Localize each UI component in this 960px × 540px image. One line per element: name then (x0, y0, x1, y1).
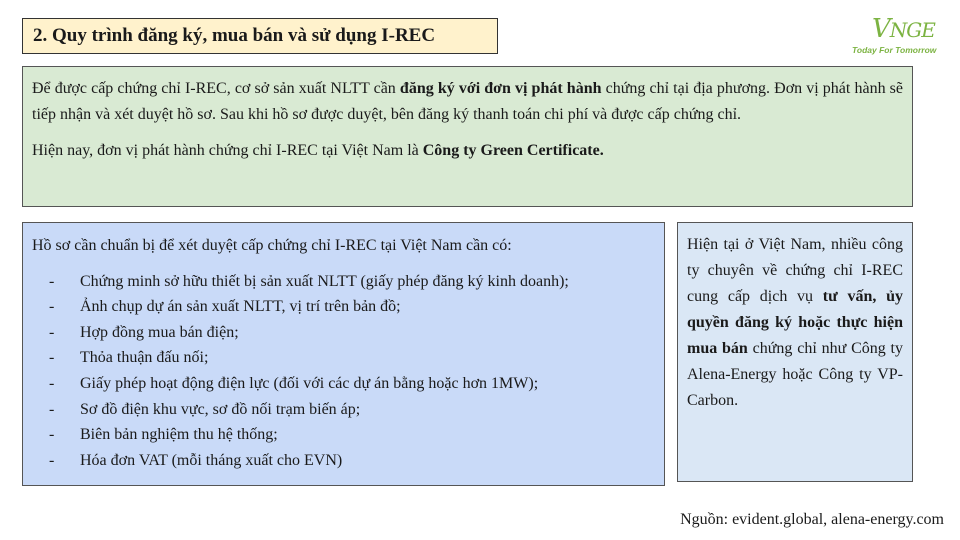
intro-paragraph-1 (32, 76, 903, 128)
list-item (32, 448, 655, 474)
intro-paragraph-2 (32, 138, 903, 164)
bullet-dash: - (49, 451, 55, 469)
page-title (22, 18, 498, 54)
list-item-text: Hợp đồng mua bán điện; (80, 323, 239, 341)
bullet-dash: - (49, 426, 55, 444)
logo-mark-rest: NGE (889, 18, 935, 42)
bullet-dash: - (49, 349, 55, 367)
requirements-panel (22, 222, 665, 486)
list-item-text: Chứng minh sở hữu thiết bị sản xuất NLTT (giấy phép đăng ký kinh doanh); (80, 272, 569, 290)
list-item-text: Sơ đồ điện khu vực, sơ đồ nối trạm biến áp; (80, 400, 361, 418)
bullet-dash: - (49, 400, 55, 418)
list-item-text: Thỏa thuận đấu nối; (80, 349, 209, 367)
list-item (32, 320, 655, 346)
bullet-dash: - (49, 272, 55, 290)
list-item (32, 371, 655, 397)
bullet-dash: - (49, 374, 55, 392)
list-item-text: Ảnh chụp dự án sản xuất NLTT, vị trí trên bản đồ; (80, 298, 401, 316)
intro-p2-bold: Công ty Green Certificate. (422, 142, 604, 159)
bullet-dash: - (49, 323, 55, 341)
side-note-panel (677, 222, 913, 482)
list-item (32, 294, 655, 320)
logo-tagline: Today For Tomorrow (852, 45, 937, 55)
list-item (32, 397, 655, 423)
bullet-dash: - (49, 298, 55, 316)
page-title-text: 2. Quy trình đăng ký, mua bán và sử dụng I-REC (33, 25, 436, 46)
intro-p2-text: Hiện nay, đơn vị phát hành chứng chỉ I-REC tại Việt Nam là (32, 142, 423, 159)
logo-mark-initial: V (872, 14, 890, 44)
intro-p1-bold: đăng ký với đơn vị phát hành (399, 80, 602, 97)
list-item (32, 345, 655, 371)
list-item-text: Giấy phép hoạt động điện lực (đối với các dự án bằng hoặc hơn 1MW); (80, 374, 539, 392)
list-item-text: Hóa đơn VAT (mỗi tháng xuất cho EVN) (80, 451, 343, 469)
source-citation: Nguồn: evident.global, alena-energy.com (680, 511, 944, 528)
logo-mark (872, 14, 935, 44)
requirements-list (32, 269, 655, 474)
side-note-bold: tư vấn, ủy quyền đăng ký hoặc thực hiện mua bán (687, 288, 903, 357)
intro-p1-text-a: Để được cấp chứng chỉ I-REC, cơ sở sản xuất NLTT cần (32, 80, 400, 97)
list-item-text: Biên bản nghiệm thu hệ thống; (80, 426, 278, 444)
side-note-text-b: chứng chỉ như Công ty Alena-Energy hoặc Công ty VP-Carbon. (687, 340, 904, 409)
intro-p1-text-b: chứng chỉ tại địa phương. Đơn vị phát hành sẽ tiếp nhận và xét duyệt hồ sơ. Sau khi hồ sơ được duyệt, bên đăng ký thanh toán chi phí và được cấp chứng chỉ. (32, 80, 904, 123)
side-note-text-a: Hiện tại ở Việt Nam, nhiều công ty chuyên về chứng chỉ I-REC cung cấp dịch vụ (687, 236, 903, 305)
list-item (32, 422, 655, 448)
requirements-heading: Hồ sơ cần chuẩn bị để xét duyệt cấp chứng chỉ I-REC tại Việt Nam cần có: (32, 237, 512, 254)
vnge-logo (850, 14, 946, 60)
intro-panel (22, 66, 913, 207)
list-item (32, 269, 655, 295)
